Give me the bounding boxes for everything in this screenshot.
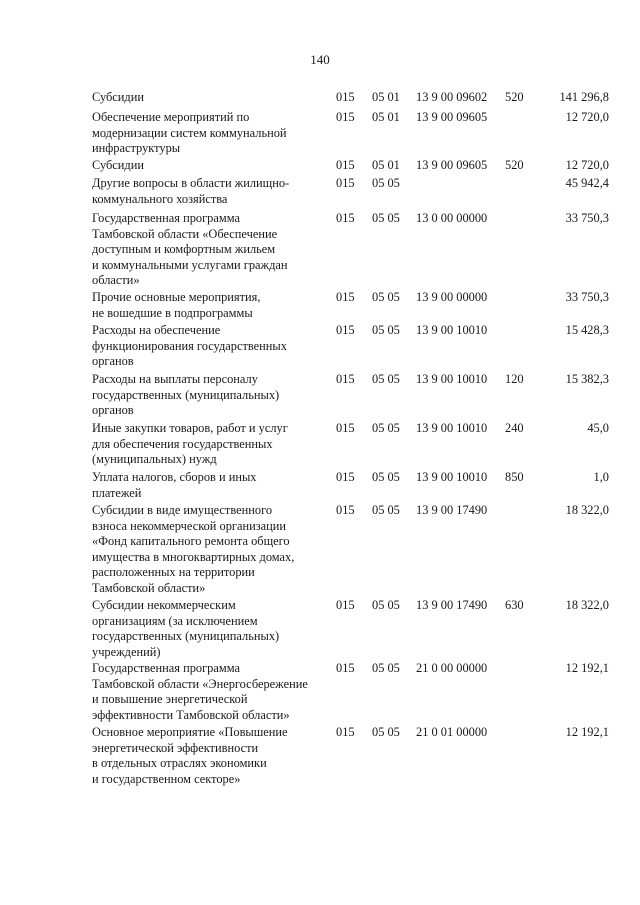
- row-name: [92, 158, 324, 174]
- row-name-line: Субсидии: [92, 90, 144, 104]
- page-number: 140: [310, 52, 330, 67]
- expense-type-code: 630: [505, 598, 524, 612]
- expense-type-code: 120: [505, 372, 524, 386]
- row-name-line: Уплата налогов, сборов и иных: [92, 470, 257, 484]
- row-name-line: государственных (муниципальных): [92, 387, 280, 402]
- row-name-line: и коммунальными услугами граждан: [92, 257, 288, 272]
- table-row: [0, 290, 640, 320]
- row-name-line: области»: [92, 273, 140, 288]
- row-name-line: и государственном секторе»: [92, 771, 241, 786]
- program-code: 13 9 00 17490: [416, 598, 488, 612]
- expense-type-code: 520: [505, 90, 524, 104]
- row-name: [92, 110, 324, 157]
- program-code: 13 9 00 10010: [416, 323, 488, 337]
- row-name-line: Прочие основные мероприятия,: [92, 290, 261, 304]
- row-name-line: Расходы на выплаты персоналу: [92, 372, 258, 386]
- sum-value: 45,0: [587, 421, 609, 435]
- row-name-line: организациям (за исключением: [92, 613, 258, 628]
- row-name-line: Субсидии некоммерческим: [92, 598, 236, 612]
- row-name-line: (муниципальных) нужд: [92, 452, 217, 467]
- row-name-line: функционирования государственных: [92, 338, 287, 353]
- section-code: 05 01: [372, 90, 400, 104]
- row-name-line: Основное мероприятие «Повышение: [92, 725, 288, 739]
- table-row: [0, 176, 640, 206]
- sum-value: 12 192,1: [565, 725, 609, 739]
- sum-value: 12 720,0: [565, 110, 609, 124]
- section-code: 05 05: [372, 661, 400, 675]
- sum-value: 12 192,1: [565, 661, 609, 675]
- row-name: [92, 598, 324, 660]
- expense-type-code: 850: [505, 470, 524, 484]
- sum-value: 18 322,0: [565, 598, 609, 612]
- row-name: [92, 725, 324, 787]
- row-name-line: Государственная программа: [92, 211, 240, 225]
- row-name-line: имущества в многоквартирных домах,: [92, 549, 295, 564]
- table-row: [0, 725, 640, 786]
- table-row: [0, 211, 640, 288]
- program-code: 21 0 00 00000: [416, 661, 488, 675]
- row-name-line: Другие вопросы в области жилищно-: [92, 176, 290, 190]
- sum-value: 33 750,3: [565, 211, 609, 225]
- row-name-line: для обеспечения государственных: [92, 436, 273, 451]
- table-row: [0, 158, 640, 174]
- section-code: 05 05: [372, 470, 400, 484]
- sum-value: 18 322,0: [565, 503, 609, 517]
- admin-code: 015: [336, 110, 355, 124]
- section-code: 05 05: [372, 503, 400, 517]
- row-name-line: не вошедшие в подпрограммы: [92, 305, 253, 320]
- program-code: 21 0 01 00000: [416, 725, 488, 739]
- section-code: 05 05: [372, 372, 400, 386]
- section-code: 05 05: [372, 421, 400, 435]
- expense-type-code: 520: [505, 158, 524, 172]
- table-row: [0, 661, 640, 722]
- program-code: 13 9 00 17490: [416, 503, 488, 517]
- program-code: 13 9 00 10010: [416, 470, 488, 484]
- section-code: 05 05: [372, 176, 400, 190]
- admin-code: 015: [336, 211, 355, 225]
- section-code: 05 01: [372, 158, 400, 172]
- row-name: [92, 90, 324, 106]
- table-row: [0, 323, 640, 369]
- row-name: [92, 176, 324, 207]
- table-row: [0, 421, 640, 467]
- row-name: [92, 211, 324, 289]
- section-code: 05 01: [372, 110, 400, 124]
- row-name-line: Субсидии в виде имущественного: [92, 503, 273, 517]
- program-code: 13 9 00 09605: [416, 158, 488, 172]
- table-row: [0, 598, 640, 659]
- row-name-line: Субсидии: [92, 158, 144, 172]
- expense-type-code: 240: [505, 421, 524, 435]
- sum-value: 141 296,8: [559, 90, 609, 104]
- sum-value: 33 750,3: [565, 290, 609, 304]
- sum-value: 45 942,4: [565, 176, 609, 190]
- row-name-line: в отдельных отраслях экономики: [92, 756, 267, 771]
- row-name: [92, 323, 324, 370]
- admin-code: 015: [336, 725, 355, 739]
- admin-code: 015: [336, 176, 355, 190]
- row-name: [92, 661, 324, 723]
- table-row: [0, 470, 640, 500]
- admin-code: 015: [336, 290, 355, 304]
- program-code: 13 9 00 09605: [416, 110, 488, 124]
- row-name: [92, 470, 324, 501]
- row-name-line: Государственная программа: [92, 661, 240, 675]
- row-name-line: Тамбовской области «Обеспечение: [92, 226, 278, 241]
- row-name-line: доступным и комфортным жильем: [92, 242, 276, 257]
- sum-value: 15 382,3: [565, 372, 609, 386]
- row-name-line: органов: [92, 403, 134, 418]
- row-name-line: Тамбовской области»: [92, 580, 206, 595]
- row-name-line: Расходы на обеспечение: [92, 323, 221, 337]
- admin-code: 015: [336, 158, 355, 172]
- row-name-line: коммунального хозяйства: [92, 191, 228, 206]
- sum-value: 15 428,3: [565, 323, 609, 337]
- program-code: 13 9 00 00000: [416, 290, 488, 304]
- row-name-line: Тамбовской области «Энергосбережение: [92, 676, 308, 691]
- row-name: [92, 503, 324, 597]
- row-name: [92, 421, 324, 468]
- section-code: 05 05: [372, 323, 400, 337]
- row-name-line: модернизации систем коммунальной: [92, 125, 287, 140]
- row-name-line: учреждений): [92, 644, 161, 659]
- row-name-line: эффективности Тамбовской области»: [92, 707, 290, 722]
- program-code: 13 9 00 09602: [416, 90, 488, 104]
- row-name-line: Иные закупки товаров, работ и услуг: [92, 421, 288, 435]
- row-name-line: платежей: [92, 485, 142, 500]
- section-code: 05 05: [372, 211, 400, 225]
- row-name-line: Обеспечение мероприятий по: [92, 110, 250, 124]
- sum-value: 12 720,0: [565, 158, 609, 172]
- row-name-line: и повышение энергетической: [92, 692, 248, 707]
- row-name-line: энергетической эффективности: [92, 740, 259, 755]
- row-name: [92, 290, 324, 321]
- row-name-line: расположенных на территории: [92, 565, 255, 580]
- program-code: 13 0 00 00000: [416, 211, 488, 225]
- admin-code: 015: [336, 598, 355, 612]
- program-code: 13 9 00 10010: [416, 372, 488, 386]
- table-row: [0, 372, 640, 418]
- program-code: 13 9 00 10010: [416, 421, 488, 435]
- row-name-line: государственных (муниципальных): [92, 629, 280, 644]
- row-name-line: органов: [92, 354, 134, 369]
- row-name-line: инфраструктуры: [92, 141, 181, 156]
- admin-code: 015: [336, 421, 355, 435]
- section-code: 05 05: [372, 725, 400, 739]
- row-name-line: взноса некоммерческой организации: [92, 518, 287, 533]
- table-row: [0, 90, 640, 106]
- row-name: [92, 372, 324, 419]
- section-code: 05 05: [372, 598, 400, 612]
- table-row: [0, 503, 640, 595]
- section-code: 05 05: [372, 290, 400, 304]
- admin-code: 015: [336, 372, 355, 386]
- admin-code: 015: [336, 323, 355, 337]
- sum-value: 1,0: [593, 470, 609, 484]
- admin-code: 015: [336, 661, 355, 675]
- admin-code: 015: [336, 470, 355, 484]
- admin-code: 015: [336, 90, 355, 104]
- row-name-line: «Фонд капитального ремонта общего: [92, 534, 290, 549]
- table-row: [0, 110, 640, 156]
- admin-code: 015: [336, 503, 355, 517]
